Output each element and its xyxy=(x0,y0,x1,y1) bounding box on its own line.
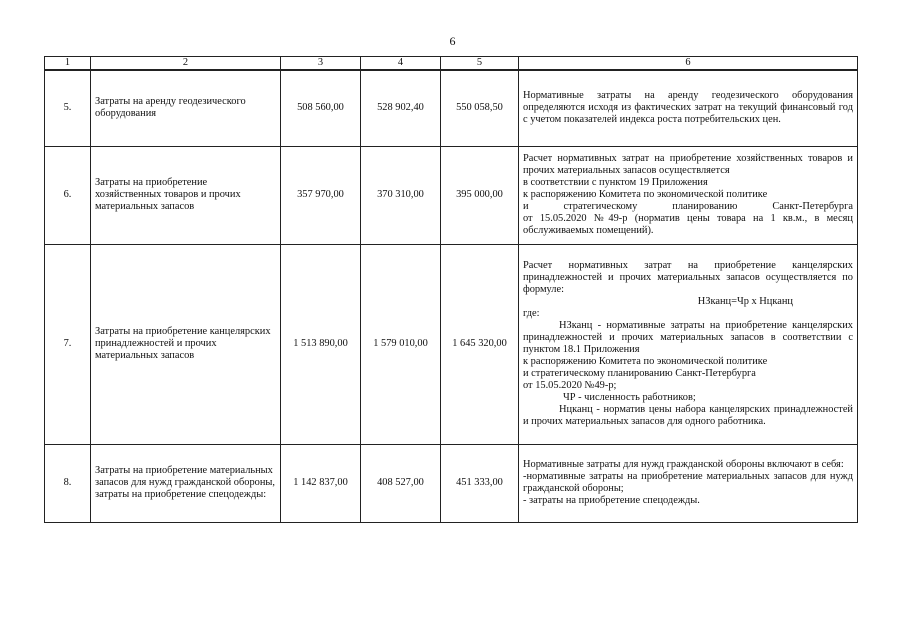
row-value-5: 451 333,00 xyxy=(441,444,519,522)
row-number: 7. xyxy=(45,244,91,444)
row-description: Нормативные затраты на аренду геодезического оборудования определяются исходя из фактических затрат на текущий финансовый год с учетом показателей индекса роста потребительских цен. xyxy=(519,70,858,146)
desc-line: и стратегическому планированию Санкт-Петербурга xyxy=(523,201,853,212)
row-description xyxy=(519,244,858,444)
row-description xyxy=(519,146,858,244)
table-row xyxy=(45,244,858,444)
row-name: Затраты на приобретение материальных запасов для нужд гражданской обороны, затраты на приобретение спецодежды: xyxy=(91,444,281,522)
row-value-4: 370 310,00 xyxy=(361,146,441,244)
desc-line: Нцканц - норматив цены набора канцелярских принадлежностей и прочих материальных запасов для одного работника. xyxy=(523,404,853,427)
table-row xyxy=(45,146,858,244)
row-name: Затраты на приобретение хозяйственных товаров и прочих материальных запасов xyxy=(91,146,281,244)
desc-line: Расчет нормативных затрат на приобретение хозяйственных товаров и прочих материальных запасов осуществляется xyxy=(523,153,853,176)
row-number: 5. xyxy=(45,70,91,146)
table-row xyxy=(45,70,858,146)
row-value-4: 408 527,00 xyxy=(361,444,441,522)
header-col-2: 2 xyxy=(91,57,281,71)
desc-line: к распоряжению Комитета по экономической политике xyxy=(523,356,768,367)
desc-line: ЧР - численность работников; xyxy=(563,392,696,403)
desc-line: Расчет нормативных затрат на приобретение канцелярских принадлежностей и прочих материальных запасов осуществляется по формуле: xyxy=(523,260,853,295)
desc-line: в соответствии с пунктом 19 Приложения xyxy=(523,177,708,188)
desc-line: от 15.05.2020 №49-р; xyxy=(523,380,617,391)
header-col-3: 3 xyxy=(281,57,361,71)
formula: НЗканц=Чр х Нцканц xyxy=(697,296,793,307)
desc-line: -нормативные затраты на приобретение материальных запасов для нужд гражданской обороны; xyxy=(523,471,853,494)
page-number: 6 xyxy=(449,34,456,48)
row-value-5: 550 058,50 xyxy=(441,70,519,146)
header-col-5: 5 xyxy=(441,57,519,71)
cost-table xyxy=(44,56,858,523)
desc-line: от 15.05.2020 №49-р (норматив цены товара на 1 кв.м., в месяц обслуживаемых помещений). xyxy=(523,213,853,236)
desc-line: - затраты на приобретение спецодежды. xyxy=(523,495,700,506)
row-value-4: 528 902,40 xyxy=(361,70,441,146)
row-name: Затраты на аренду геодезического оборудования xyxy=(91,70,281,146)
row-value-4: 1 579 010,00 xyxy=(361,244,441,444)
header-col-6: 6 xyxy=(519,57,858,71)
desc-line: где: xyxy=(523,308,540,319)
row-name: Затраты на приобретение канцелярских принадлежностей и прочих материальных запасов xyxy=(91,244,281,444)
row-value-5: 395 000,00 xyxy=(441,146,519,244)
row-description xyxy=(519,444,858,522)
row-value-3: 1 142 837,00 xyxy=(281,444,361,522)
desc-line: НЗканц - нормативные затраты на приобретение канцелярских принадлежностей и прочих материальных запасов в соответствии с пунктом 18.1 Приложения xyxy=(523,320,853,355)
row-number: 8. xyxy=(45,444,91,522)
header-row xyxy=(45,57,858,71)
row-value-3: 1 513 890,00 xyxy=(281,244,361,444)
row-value-3: 508 560,00 xyxy=(281,70,361,146)
table-row xyxy=(45,444,858,522)
desc-line: Нормативные затраты для нужд гражданской обороны включают в себя: xyxy=(523,459,844,470)
row-number: 6. xyxy=(45,146,91,244)
desc-line: к распоряжению Комитета по экономической политике xyxy=(523,189,768,200)
row-value-3: 357 970,00 xyxy=(281,146,361,244)
row-value-5: 1 645 320,00 xyxy=(441,244,519,444)
header-col-1: 1 xyxy=(45,57,91,71)
desc-line: и стратегическому планированию Санкт-Петербурга xyxy=(523,368,756,379)
header-col-4: 4 xyxy=(361,57,441,71)
